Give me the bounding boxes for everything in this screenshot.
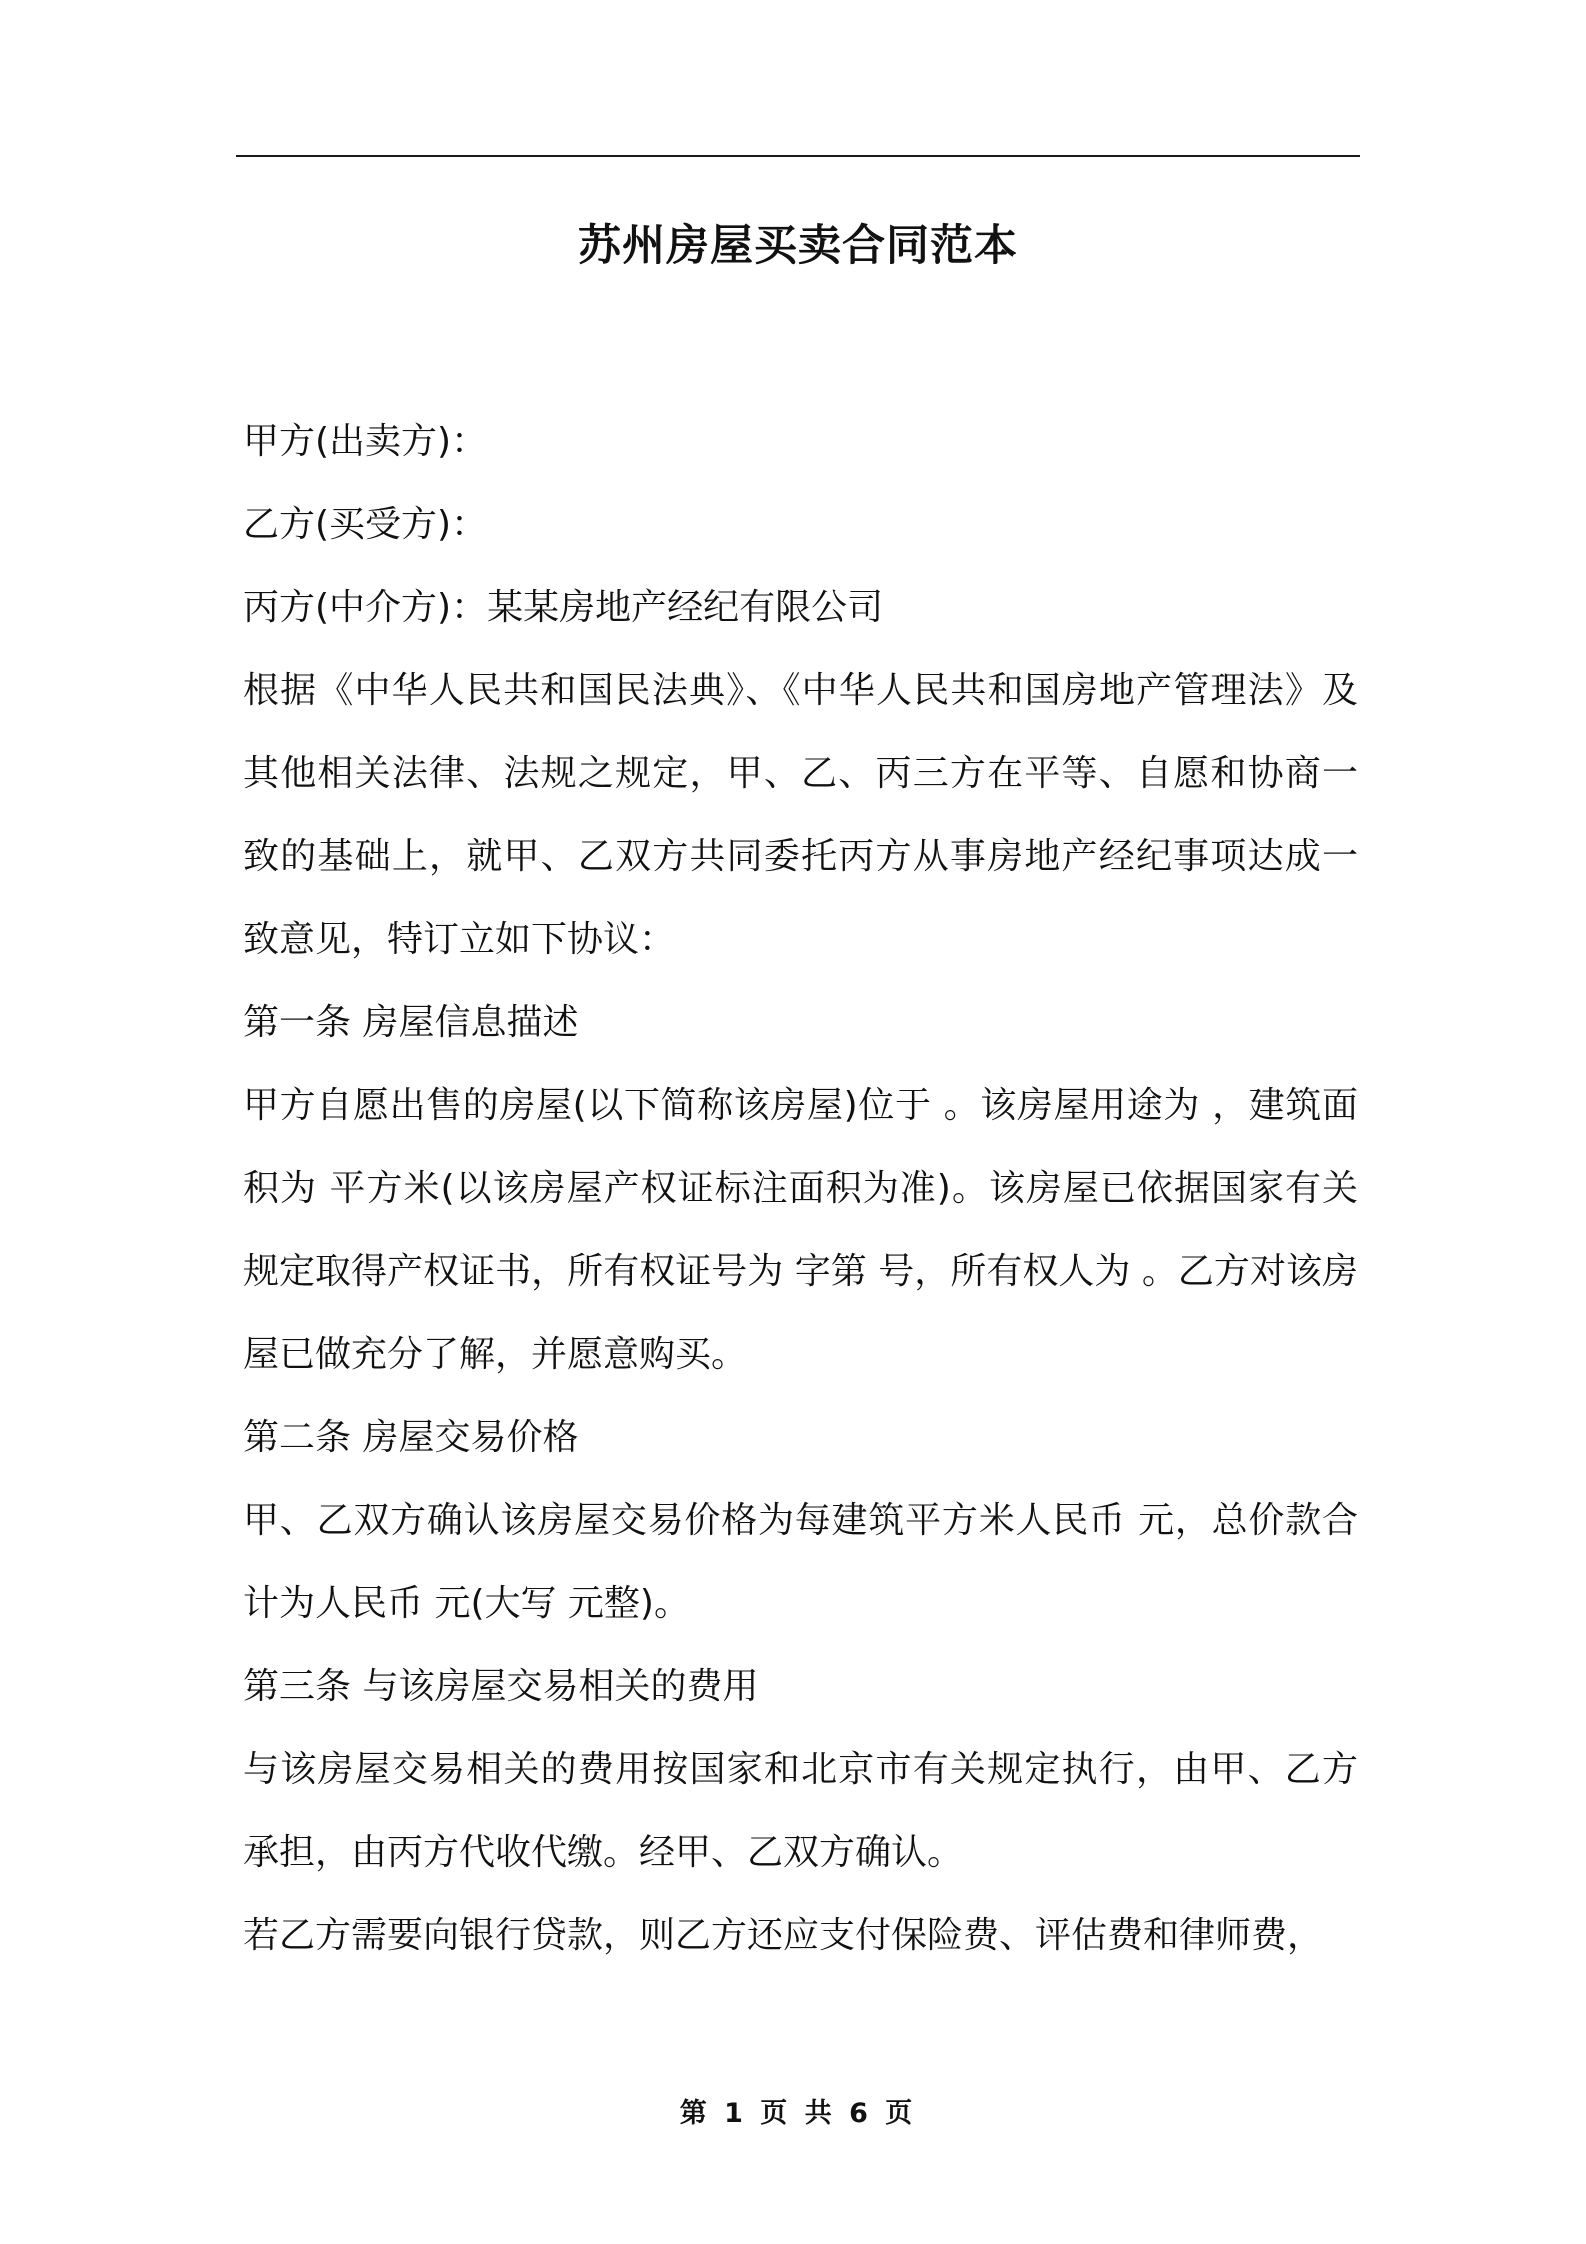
article-2-heading: 第二条 房屋交易价格 bbox=[243, 1417, 579, 1458]
party-c-line: 丙方(中介方)：某某房地产经纪有限公司 bbox=[243, 587, 884, 628]
article-1-body: 甲方自愿出售的房屋(以下简称该房屋)位于 。该房屋用途为 ，建筑面积为 平方米(以该房屋产权证标注面积为准)。该房屋已依据国家有关规定取得产权证书，所有权证号为 字第 号，所有权人为 。乙方对该房屋已做充分了解，并愿意购买。 bbox=[243, 1085, 1358, 1375]
article-3-body: 与该房屋交易相关的费用按国家和北京市有关规定执行，由甲、乙方承担，由丙方代收代缴。经甲、乙双方确认。 bbox=[243, 1749, 1358, 1873]
article-3-loan-paragraph: 若乙方需要向银行贷款，则乙方还应支付保险费、评估费和律师费， bbox=[243, 1915, 1324, 1956]
preamble-paragraph: 根据《中华人民共和国民法典》、《中华人民共和国房地产管理法》及其他相关法律、法规之规定，甲、乙、丙三方在平等、自愿和协商一致的基础上，就甲、乙双方共同委托丙方从事房地产经纪事项达成一致意见，特订立如下协议： bbox=[243, 670, 1358, 960]
party-a-line: 甲方(出卖方)： bbox=[243, 421, 488, 462]
article-3-heading: 第三条 与该房屋交易相关的费用 bbox=[243, 1666, 759, 1707]
article-2-body: 甲、乙双方确认该房屋交易价格为每建筑平方米人民币 元，总价款合计为人民币 元(大写 元整)。 bbox=[243, 1500, 1358, 1624]
document-body bbox=[243, 400, 1358, 1977]
party-b-line: 乙方(买受方)： bbox=[243, 504, 488, 545]
article-1-heading: 第一条 房屋信息描述 bbox=[243, 1002, 579, 1043]
page-number-footer: 第 1 页 共 6 页 bbox=[679, 2098, 917, 2129]
header-divider bbox=[236, 155, 1360, 157]
document-title: 苏州房屋买卖合同范本 bbox=[578, 221, 1018, 271]
